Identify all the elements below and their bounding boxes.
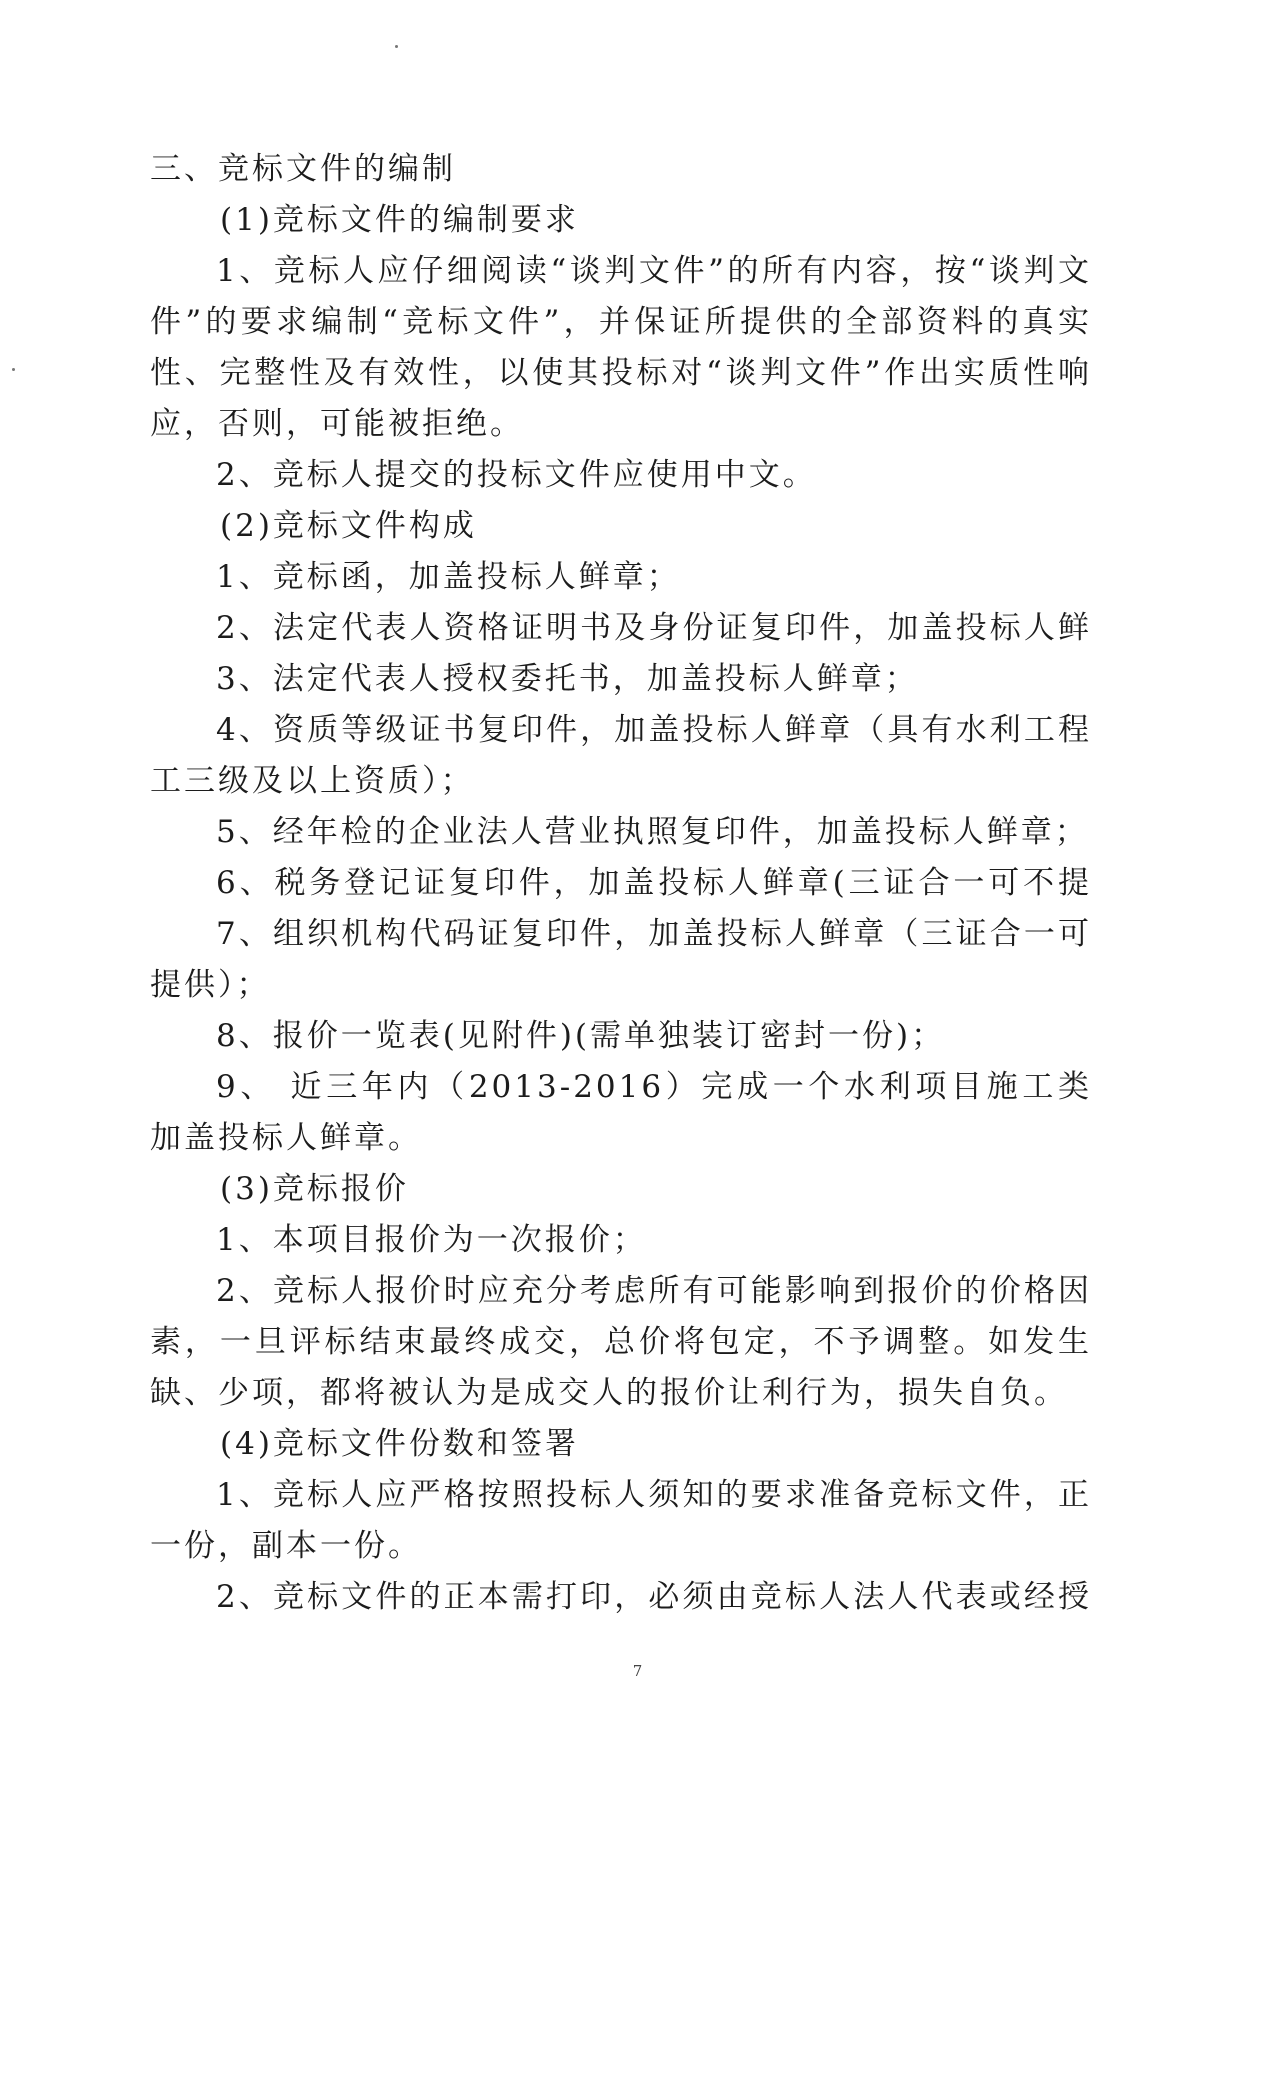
list-item-continuation: 工三级及以上资质）； xyxy=(150,763,475,799)
scan-speck xyxy=(395,45,398,48)
list-item: 1、本项目报价为一次报价； xyxy=(216,1222,647,1258)
page-number: 7 xyxy=(632,1662,643,1680)
paragraph-line: 2、竞标人提交的投标文件应使用中文。 xyxy=(216,457,817,493)
list-item: 5、经年检的企业法人营业执照复印件，加盖投标人鲜章； xyxy=(216,814,1089,850)
subsection-heading: (4)竞标文件份数和签署 xyxy=(220,1426,579,1462)
section-heading: 三、竞标文件的编制 xyxy=(150,151,456,187)
list-item: 1、竞标人应严格按照投标人须知的要求准备竞标文件，正 xyxy=(216,1477,1092,1513)
list-item-continuation: 一份，副本一份。 xyxy=(150,1528,422,1564)
list-item: 2、法定代表人资格证明书及身份证复印件，加盖投标人鲜 xyxy=(216,610,1092,646)
paragraph-line: 应，否则，可能被拒绝。 xyxy=(150,406,524,442)
paragraph-line: 性、完整性及有效性，以使其投标对“谈判文件”作出实质性响 xyxy=(150,355,1092,391)
list-item-continuation: 提供）； xyxy=(150,967,271,1003)
list-item: 2、竞标文件的正本需打印，必须由竞标人法人代表或经授 xyxy=(216,1579,1092,1615)
list-item: 4、资质等级证书复印件，加盖投标人鲜章（具有水利工程 xyxy=(216,712,1092,748)
list-item: 9、 近三年内（2013-2016）完成一个水利项目施工类 xyxy=(216,1069,1092,1105)
list-item-continuation: 缺、少项，都将被认为是成交人的报价让利行为，损失自负。 xyxy=(150,1375,1068,1411)
list-item-continuation: 素，一旦评标结束最终成交，总价将包定，不予调整。如发生 xyxy=(150,1324,1092,1360)
subsection-heading: (1)竞标文件的编制要求 xyxy=(220,202,579,238)
subsection-heading: (3)竞标报价 xyxy=(220,1171,409,1207)
list-item: 6、税务登记证复印件，加盖投标人鲜章(三证合一可不提 xyxy=(216,865,1092,901)
paragraph-line: 1、竞标人应仔细阅读“谈判文件”的所有内容，按“谈判文 xyxy=(216,253,1092,289)
document-body xyxy=(150,144,1092,1623)
scan-speck xyxy=(12,368,15,371)
list-item: 7、组织机构代码证复印件，加盖投标人鲜章（三证合一可 xyxy=(216,916,1092,952)
paragraph-line: 件”的要求编制“竞标文件”，并保证所提供的全部资料的真实 xyxy=(150,304,1092,340)
list-item: 8、报价一览表(见附件)(需单独装订密封一份)； xyxy=(216,1018,946,1054)
list-item-continuation: 加盖投标人鲜章。 xyxy=(150,1120,422,1156)
subsection-heading: (2)竞标文件构成 xyxy=(220,508,477,544)
list-item: 2、竞标人报价时应充分考虑所有可能影响到报价的价格因 xyxy=(216,1273,1092,1309)
list-item: 1、竞标函，加盖投标人鲜章； xyxy=(216,559,681,595)
list-item: 3、法定代表人授权委托书，加盖投标人鲜章； xyxy=(216,661,919,697)
